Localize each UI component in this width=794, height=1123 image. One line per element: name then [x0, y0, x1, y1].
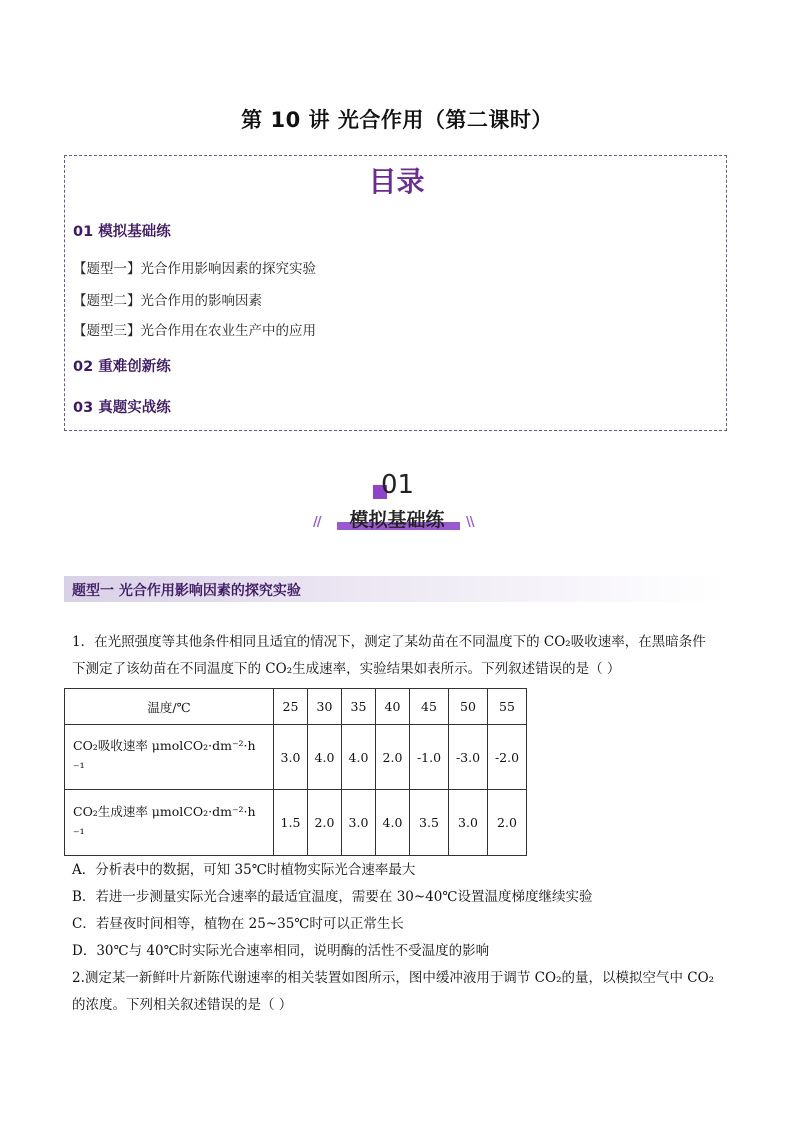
table-row-label	[65, 790, 274, 856]
table-header-cell: 50	[449, 689, 488, 725]
q2-stem-line-2: 的浓度。下列相关叙述错误的是（ ）	[72, 997, 293, 1013]
q1-option-b[interactable]: B．若进一步测量实际光合速率的最适宜温度，需要在 30~40℃设置温度梯度继续实验	[72, 889, 593, 905]
row-label-line-1: CO₂吸收速率 μmolCO₂·dm⁻²·h	[73, 738, 256, 753]
table-header-row	[65, 689, 527, 725]
q1-option-a[interactable]: A．分析表中的数据，可知 35℃时植物实际光合速率最大	[72, 862, 416, 878]
toc-item-section-02[interactable]: 02 重难创新练	[73, 359, 171, 375]
section-number: 01	[381, 470, 415, 500]
table-cell: 3.0	[274, 725, 308, 790]
table-row-label	[65, 725, 274, 790]
table-cell: 4.0	[308, 725, 342, 790]
right-slash-decoration: \\	[466, 515, 474, 530]
toc-item-section-03[interactable]: 03 真题实战练	[73, 400, 171, 416]
table-header-cell: 25	[274, 689, 308, 725]
q1-stem-line-2: 下测定了该幼苗在不同温度下的 CO₂生成速率，实验结果如表所示。下列叙述错误的是（ ）	[72, 661, 621, 677]
table-cell: 3.0	[342, 790, 376, 856]
toc-item-type-3[interactable]: 【题型三】光合作用在农业生产中的应用	[73, 323, 316, 339]
table-cell: -2.0	[488, 725, 527, 790]
row-label-line-2: ⁻¹	[73, 825, 85, 841]
table-cell: 3.0	[449, 790, 488, 856]
toc-heading: 目录	[368, 165, 425, 198]
row-label-line-2: ⁻¹	[73, 760, 85, 775]
table-header-cell: 30	[308, 689, 342, 725]
table-cell: -3.0	[449, 725, 488, 790]
table-cell: 3.5	[410, 790, 449, 856]
table-header-cell: 35	[342, 689, 376, 725]
table-cell: 4.0	[376, 790, 410, 856]
table-cell: 2.0	[488, 790, 527, 856]
left-slash-decoration: //	[313, 515, 321, 530]
table-header-label: 温度/℃	[65, 689, 274, 725]
page-title: 第 10 讲 光合作用（第二课时）	[241, 108, 553, 132]
table-cell: -1.0	[410, 725, 449, 790]
table-row	[65, 725, 527, 790]
section-badge-label: 模拟基础练	[349, 509, 445, 531]
row-label-line-1: CO₂生成速率 μmolCO₂·dm⁻²·h	[73, 803, 256, 819]
q2-stem-line-1: 2.测定某一新鲜叶片新陈代谢速率的相关装置如图所示，图中缓冲液用于调节 CO₂的量，以模拟空气中 CO₂	[72, 970, 715, 986]
q1-option-c[interactable]: C．若昼夜时间相等，植物在 25~35℃时可以正常生长	[72, 916, 404, 932]
table-row	[65, 790, 527, 856]
data-table	[64, 688, 527, 856]
table-cell: 2.0	[376, 725, 410, 790]
question-type-heading-text: 题型一 光合作用影响因素的探究实验	[72, 583, 301, 599]
table-header-cell: 40	[376, 689, 410, 725]
toc-item-type-2[interactable]: 【题型二】光合作用的影响因素	[73, 293, 262, 309]
toc-item-section-01[interactable]: 01 模拟基础练	[73, 224, 171, 240]
question-type-heading	[64, 576, 727, 602]
table-of-contents	[64, 155, 727, 431]
table-cell: 2.0	[308, 790, 342, 856]
table-cell: 4.0	[342, 725, 376, 790]
q1-option-d[interactable]: D．30℃与 40℃时实际光合速率相同，说明酶的活性不受温度的影响	[72, 943, 490, 959]
table-header-cell: 45	[410, 689, 449, 725]
toc-item-type-1[interactable]: 【题型一】光合作用影响因素的探究实验	[73, 261, 316, 277]
table-header-cell: 55	[488, 689, 527, 725]
table-cell: 1.5	[274, 790, 308, 856]
q1-stem-line-1: 1．在光照强度等其他条件相同且适宜的情况下，测定了某幼苗在不同温度下的 CO₂吸收速率，在黑暗条件	[72, 634, 706, 650]
